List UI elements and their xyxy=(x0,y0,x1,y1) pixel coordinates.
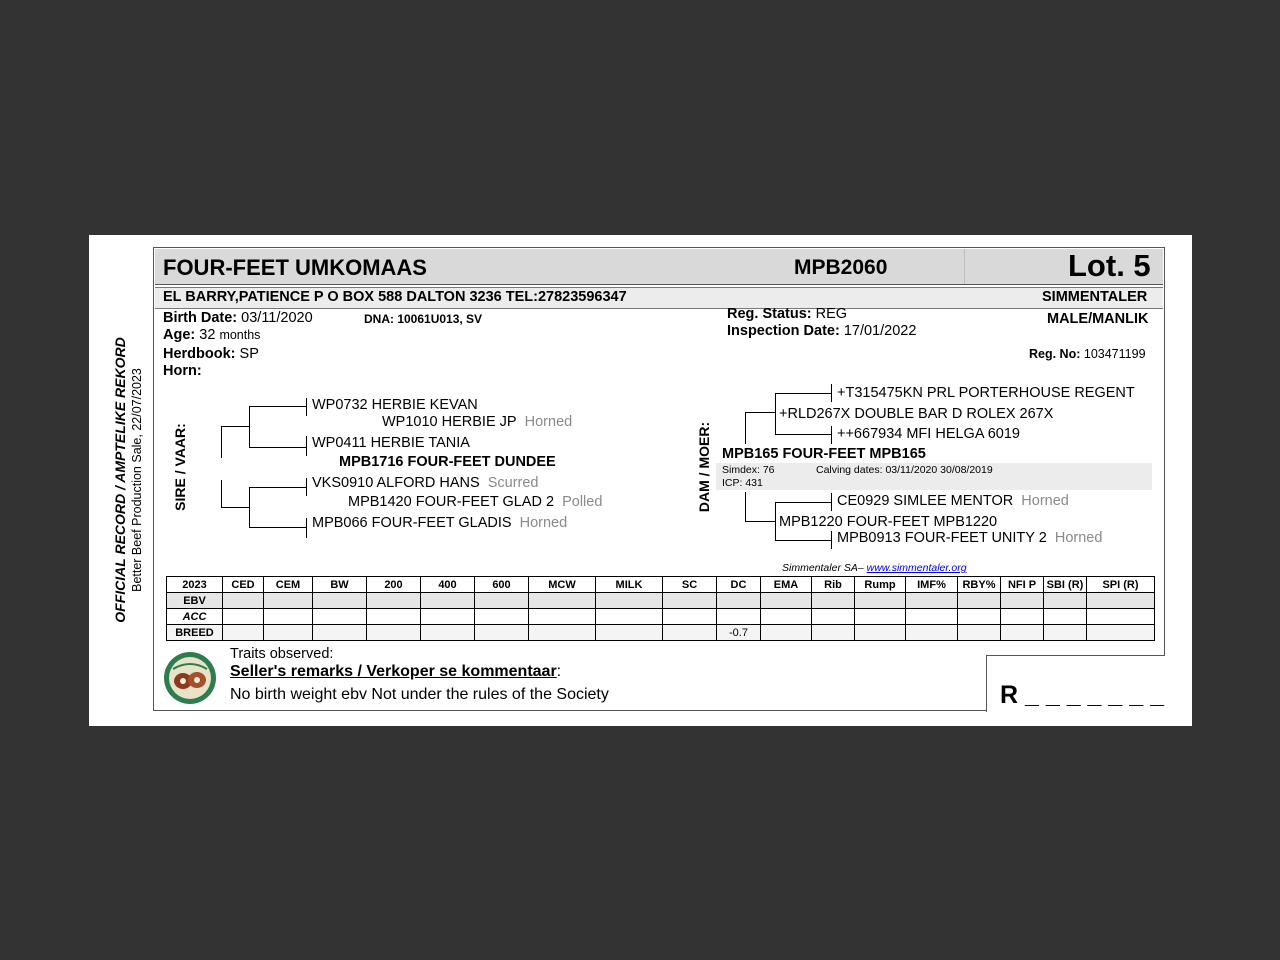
sire-bracket xyxy=(249,406,250,448)
ebv-header: 400 xyxy=(421,577,475,593)
sire-bracket xyxy=(306,436,307,456)
dam-bracket xyxy=(775,502,776,541)
ebv-header: DC xyxy=(717,577,761,593)
ebv-header: Rib xyxy=(812,577,855,593)
sex: MALE/MANLIK xyxy=(1047,311,1149,327)
seller-remarks: No birth weight ebv Not under the rules of the Society xyxy=(230,686,609,703)
sire-sire-dam: WP0411 HERBIE TANIA xyxy=(312,435,470,451)
acc-row xyxy=(167,609,1155,625)
sire-dam-dam: MPB066 FOUR-FEET GLADIS Horned xyxy=(312,515,568,531)
sire-bracket xyxy=(221,426,222,458)
ebv-header: 200 xyxy=(367,577,421,593)
ebv-header: Rump xyxy=(855,577,906,593)
sire-name: MPB1716 FOUR-FEET DUNDEE xyxy=(339,454,556,470)
ebv-header: IMF% xyxy=(906,577,958,593)
sire-bracket xyxy=(221,507,249,508)
sire-bracket xyxy=(249,406,306,407)
dam-sire-sire: +T315475KN PRL PORTERHOUSE REGENT xyxy=(837,385,1135,401)
animal-name: FOUR-FEET UMKOMAAS xyxy=(163,255,427,280)
dam-dam: MPB1220 FOUR-FEET MPB1220 xyxy=(779,514,998,530)
breed-row xyxy=(167,625,1155,641)
lot-number: Lot. 5 xyxy=(1068,248,1151,283)
dam-label: DAM / MOER: xyxy=(696,421,712,513)
ebv-header: 600 xyxy=(475,577,529,593)
ebv-header: CED xyxy=(223,577,264,593)
sire-sire: WP1010 HERBIE JP Horned xyxy=(382,414,573,430)
calving-dates: Calving dates: 03/11/2020 30/08/2019 xyxy=(816,464,993,476)
dam-bracket xyxy=(775,393,776,435)
dam-bracket xyxy=(775,393,831,394)
dam-bracket xyxy=(745,412,746,444)
traits-observed: Traits observed: xyxy=(230,646,334,662)
sire-sire-sire: WP0732 HERBIE KEVAN xyxy=(312,397,478,413)
reg-no: Reg. No: 103471199 xyxy=(1029,347,1146,361)
sire-bracket xyxy=(221,480,222,508)
ebv-row-label: ACC xyxy=(167,609,223,625)
sire-bracket xyxy=(249,487,250,528)
ebv-header: SBI (R) xyxy=(1044,577,1087,593)
dam-bracket xyxy=(745,521,775,522)
dam-sire-dam: ++667934 MFI HELGA 6019 xyxy=(837,426,1020,442)
dam-bracket xyxy=(775,434,831,435)
owner-address: EL BARRY,PATIENCE P O BOX 588 DALTON 3236 TEL:27823596347 xyxy=(163,289,627,305)
dam-bracket xyxy=(745,492,746,522)
ebv-header: EMA xyxy=(761,577,812,593)
dam-dam-dam: MPB0913 FOUR-FEET UNITY 2 Horned xyxy=(837,530,1103,546)
dam-dam-sire: CE0929 SIMLEE MENTOR Horned xyxy=(837,493,1069,509)
sire-label: SIRE / VAAR: xyxy=(172,423,188,511)
ebv-header: SPI (R) xyxy=(1087,577,1155,593)
sire-bracket xyxy=(306,478,307,496)
ebv-row-label: EBV xyxy=(167,593,223,609)
ebv-header: SC xyxy=(663,577,717,593)
price-field[interactable]: R _ _ _ _ _ _ _ xyxy=(1000,681,1165,709)
header-divider xyxy=(964,249,965,284)
birth-date: Birth Date: 03/11/2020 xyxy=(163,310,313,326)
simdex: Simdex: 76 xyxy=(722,464,775,476)
remarks-label: Seller's remarks / Verkoper se kommentaar: xyxy=(230,663,562,680)
ebv-header: MILK xyxy=(596,577,663,593)
dna-info: DNA: 10061U013, SV xyxy=(364,312,483,326)
breed-dc-value: -0.7 xyxy=(717,625,761,641)
dam-bracket xyxy=(745,412,775,413)
ebv-header: CEM xyxy=(264,577,313,593)
horn-label: Horn: xyxy=(163,363,202,379)
dam-sire: +RLD267X DOUBLE BAR D ROLEX 267X xyxy=(779,406,1054,422)
ebv-row-label: BREED xyxy=(167,625,223,641)
dam-bracket xyxy=(775,502,831,503)
dam-bracket xyxy=(831,384,832,402)
official-record-label: OFFICIAL RECORD / AMPTELIKE REKORD xyxy=(112,337,128,623)
dam-bracket xyxy=(775,540,831,541)
society-credit: Simmentaler SA– www.simmentaler.org xyxy=(782,562,967,574)
dam-name: MPB165 FOUR-FEET MPB165 xyxy=(722,446,926,462)
ebv-header: 2023 xyxy=(167,577,223,593)
ebv-header: BW xyxy=(313,577,367,593)
sire-bracket xyxy=(306,518,307,538)
dam-bracket xyxy=(831,531,832,549)
ebv-table xyxy=(166,576,1155,641)
sale-label: Better Beef Production Sale, 22/07/2023 xyxy=(130,368,144,592)
sire-bracket xyxy=(249,487,306,488)
inspection-date: Inspection Date: 17/01/2022 xyxy=(727,323,917,339)
sire-bracket xyxy=(306,398,307,416)
sire-bracket xyxy=(249,527,306,528)
ebv-header: RBY% xyxy=(958,577,1001,593)
age: Age: 32 months xyxy=(163,327,261,343)
breed-name: SIMMENTALER xyxy=(1042,289,1148,305)
icp: ICP: 431 xyxy=(722,477,763,489)
herdbook: Herdbook: SP xyxy=(163,346,259,362)
sire-bracket xyxy=(249,447,306,448)
sire-bracket xyxy=(221,426,249,427)
reg-status: Reg. Status: REG xyxy=(727,306,848,322)
ebv-row xyxy=(167,593,1155,609)
ebv-header: MCW xyxy=(529,577,596,593)
dam-bracket xyxy=(831,493,832,511)
sire-dam-sire: VKS0910 ALFORD HANS Scurred xyxy=(312,475,539,491)
sire-dam: MPB1420 FOUR-FEET GLAD 2 Polled xyxy=(348,494,603,510)
society-link[interactable]: www.simmentaler.org xyxy=(866,562,967,574)
dam-bracket xyxy=(831,426,832,444)
animal-id: MPB2060 xyxy=(794,256,888,279)
ebv-header: NFI P xyxy=(1001,577,1044,593)
ebv-header-row xyxy=(167,577,1155,593)
society-logo-icon xyxy=(163,651,217,705)
